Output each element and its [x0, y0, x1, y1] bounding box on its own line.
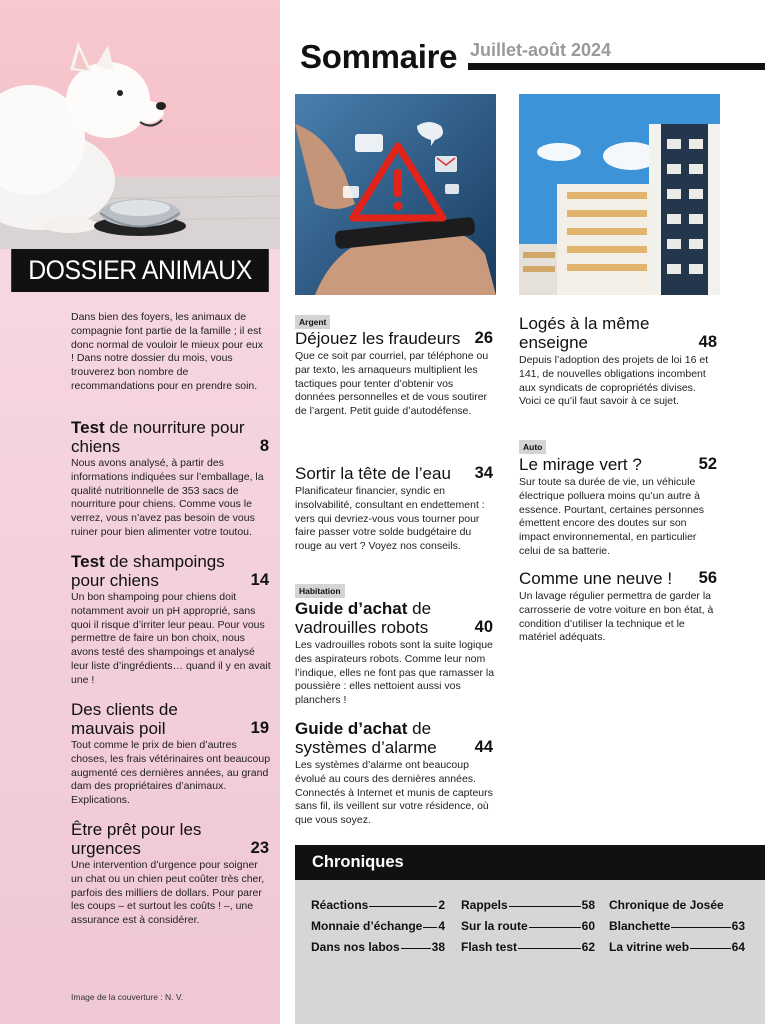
- article-title: Test de shampoings pour chiens 14: [71, 552, 269, 590]
- article-dog-shampoo-test[interactable]: [71, 552, 271, 688]
- article-title: Sortir la tête de l’eau 34: [295, 464, 493, 483]
- chroniques-column-3: [609, 898, 745, 961]
- fraud-photo: [295, 94, 496, 295]
- header-rule: [468, 63, 765, 70]
- article-title: Guide d’achat de vadrouilles robots 40: [295, 599, 493, 637]
- chroniques-column-1: [311, 898, 445, 961]
- article-desc: Nous avons analysé, à partir des informations indiquées sur l’emballage, la qualité nutritionnelle de 353 sacs de nourriture pour chiens. Comme vous le verrez, vous n’avez pas besoin de vous ruiner pour bien alimenter votre toutou.: [71, 457, 264, 538]
- article-desc: Sur toute sa durée de vie, un véhicule électrique polluera moins qu’un autre à essence. Pourtant, certaines personnes émettent encore des doutes sur son impact environnemental, en particulier celui de sa batterie.: [519, 476, 705, 557]
- page-number: 14: [250, 571, 269, 589]
- article-title: Guide d’achat de systèmes d’alarme 44: [295, 719, 493, 757]
- article-desc: Les vadrouilles robots sont la suite logique des aspirateurs robots. Comme leur nom l’indique, elles ne font pas que ramasser la poussière : elles nettoient aussi vos planchers !: [295, 639, 495, 707]
- article-title: Logés à la même enseigne 48: [519, 314, 717, 352]
- article-title: Le mirage vert ? 52: [519, 455, 717, 474]
- article-desc: Les systèmes d’alarme ont beaucoup évolué au cours des dernières années. Connectés à Internet et munis de capteurs sans fil, ils veillent sur votre résidence, où que vous soyez.: [295, 759, 493, 827]
- building-photo: [519, 94, 720, 295]
- chronique-item[interactable]: Monnaie d’échange 4: [311, 919, 445, 933]
- article-debt[interactable]: [295, 464, 495, 554]
- article-title: Test de nourriture pour chiens 8: [71, 418, 269, 456]
- issue-date: Juillet-août 2024: [470, 40, 612, 60]
- page-number: 40: [474, 618, 493, 636]
- condo-building-illustration: [519, 94, 720, 295]
- article-robot-mops[interactable]: [295, 599, 495, 708]
- chronique-item[interactable]: Rappels 58: [461, 898, 595, 912]
- chronique-item[interactable]: Réactions 2: [311, 898, 445, 912]
- article-alarm-systems[interactable]: [295, 719, 495, 828]
- chronique-item[interactable]: Dans nos labos 38: [311, 940, 445, 954]
- article-desc: Une intervention d’urgence pour soigner un chat ou un chien peut coûter très cher, parfois des milliers de dollars. Pour parer les coups – et surtout les coûts ! –, une assurance est à considérer.: [71, 859, 265, 927]
- section-tag-argent: Argent: [295, 315, 330, 329]
- section-tag-habitation: Habitation: [295, 584, 345, 598]
- warning-phone-illustration: [295, 94, 496, 295]
- dossier-banner: DOSSIER ANIMAUX: [11, 249, 269, 292]
- article-desc: Tout comme le prix de bien d’autres choses, les frais vétérinaires ont beaucoup augmenté ces dernières années, au grand dam des propriétaires d’animaux. Explications.: [71, 739, 271, 807]
- article-title: Être prêt pour les urgences 23: [71, 820, 269, 858]
- dog-illustration: [0, 0, 280, 249]
- dossier-column: [0, 0, 280, 1024]
- article-car-wash[interactable]: [519, 569, 719, 645]
- article-title: Déjouez les fraudeurs 26: [295, 329, 493, 348]
- section-tag-auto: Auto: [519, 440, 546, 454]
- page-number: 26: [474, 329, 493, 347]
- chronique-item[interactable]: Blanchette 63: [609, 919, 745, 933]
- chroniques-section: [295, 845, 765, 1024]
- article-desc: Que ce soit par courriel, par téléphone ou par texto, les arnaqueurs multiplient les tactiques pour tenter d’obtenir vos données personnelles et de vous soutirer de l’argent. Petit guide d’autodéfense.: [295, 350, 489, 418]
- page-title: Sommaire: [300, 38, 458, 75]
- chroniques-heading: Chroniques: [295, 845, 765, 880]
- article-emergencies[interactable]: [71, 820, 271, 928]
- chronique-item[interactable]: Flash test 62: [461, 940, 595, 954]
- page-number: 23: [250, 839, 269, 857]
- article-desc: Un bon shampoing pour chiens doit notamment avoir un pH approprié, sans quoi il risque d’irriter leur peau. Pour vous permettre de faire un bon choix, nous avons testé des shampoings et analysé leur liste d’ingrédients… quand il y en avait une !: [71, 591, 271, 686]
- cover-credit: Image de la couverture : N. V.: [71, 992, 184, 1002]
- dossier-intro: Dans bien des foyers, les animaux de compagnie font partie de la famille ; il est donc normal de vouloir le mieux pour eux ! Dans notre dossier du mois, vous trouverez bon nombre de recommandations pour en prendre soin.: [71, 311, 264, 392]
- article-ev-mirage[interactable]: [519, 455, 719, 559]
- article-desc: Planificateur financier, syndic en insolvabilité, consultant en endettement : vers qui devriez-vous vous tourner pour faire passer votre solde budgétaire du rouge au vert ? Voyez nos conseils.: [295, 485, 485, 553]
- article-fraud[interactable]: [295, 329, 495, 419]
- article-condos[interactable]: [519, 314, 719, 409]
- chronique-item[interactable]: Sur la route 60: [461, 919, 595, 933]
- page-number: 34: [474, 464, 493, 482]
- chroniques-column-2: [461, 898, 595, 961]
- page-number: 44: [474, 738, 493, 756]
- chronique-item[interactable]: La vitrine web 64: [609, 940, 745, 954]
- article-vet-costs[interactable]: [71, 700, 271, 808]
- page-number: 19: [250, 719, 269, 737]
- page-number: 52: [698, 455, 717, 473]
- article-desc: Un lavage régulier permettra de garder la carrosserie de votre voiture en bon état, à condition d’utiliser la technique et le matériel adéquats.: [519, 590, 714, 644]
- article-desc: Depuis l’adoption des projets de loi 16 et 141, de nouvelles obligations incombent aux syndicats de copropriétés divises. Voici ce qu’il faut savoir à ce sujet.: [519, 354, 709, 408]
- article-title: Comme une neuve ! 56: [519, 569, 717, 588]
- page-number: 48: [698, 333, 717, 351]
- chronique-item-header: Chronique de Josée: [609, 898, 724, 912]
- article-title: Des clients de mauvais poil 19: [71, 700, 269, 738]
- page-number: 56: [698, 569, 717, 587]
- article-dog-food-test[interactable]: [71, 418, 271, 540]
- page-number: 8: [259, 437, 269, 455]
- cover-photo-dog: [0, 0, 280, 249]
